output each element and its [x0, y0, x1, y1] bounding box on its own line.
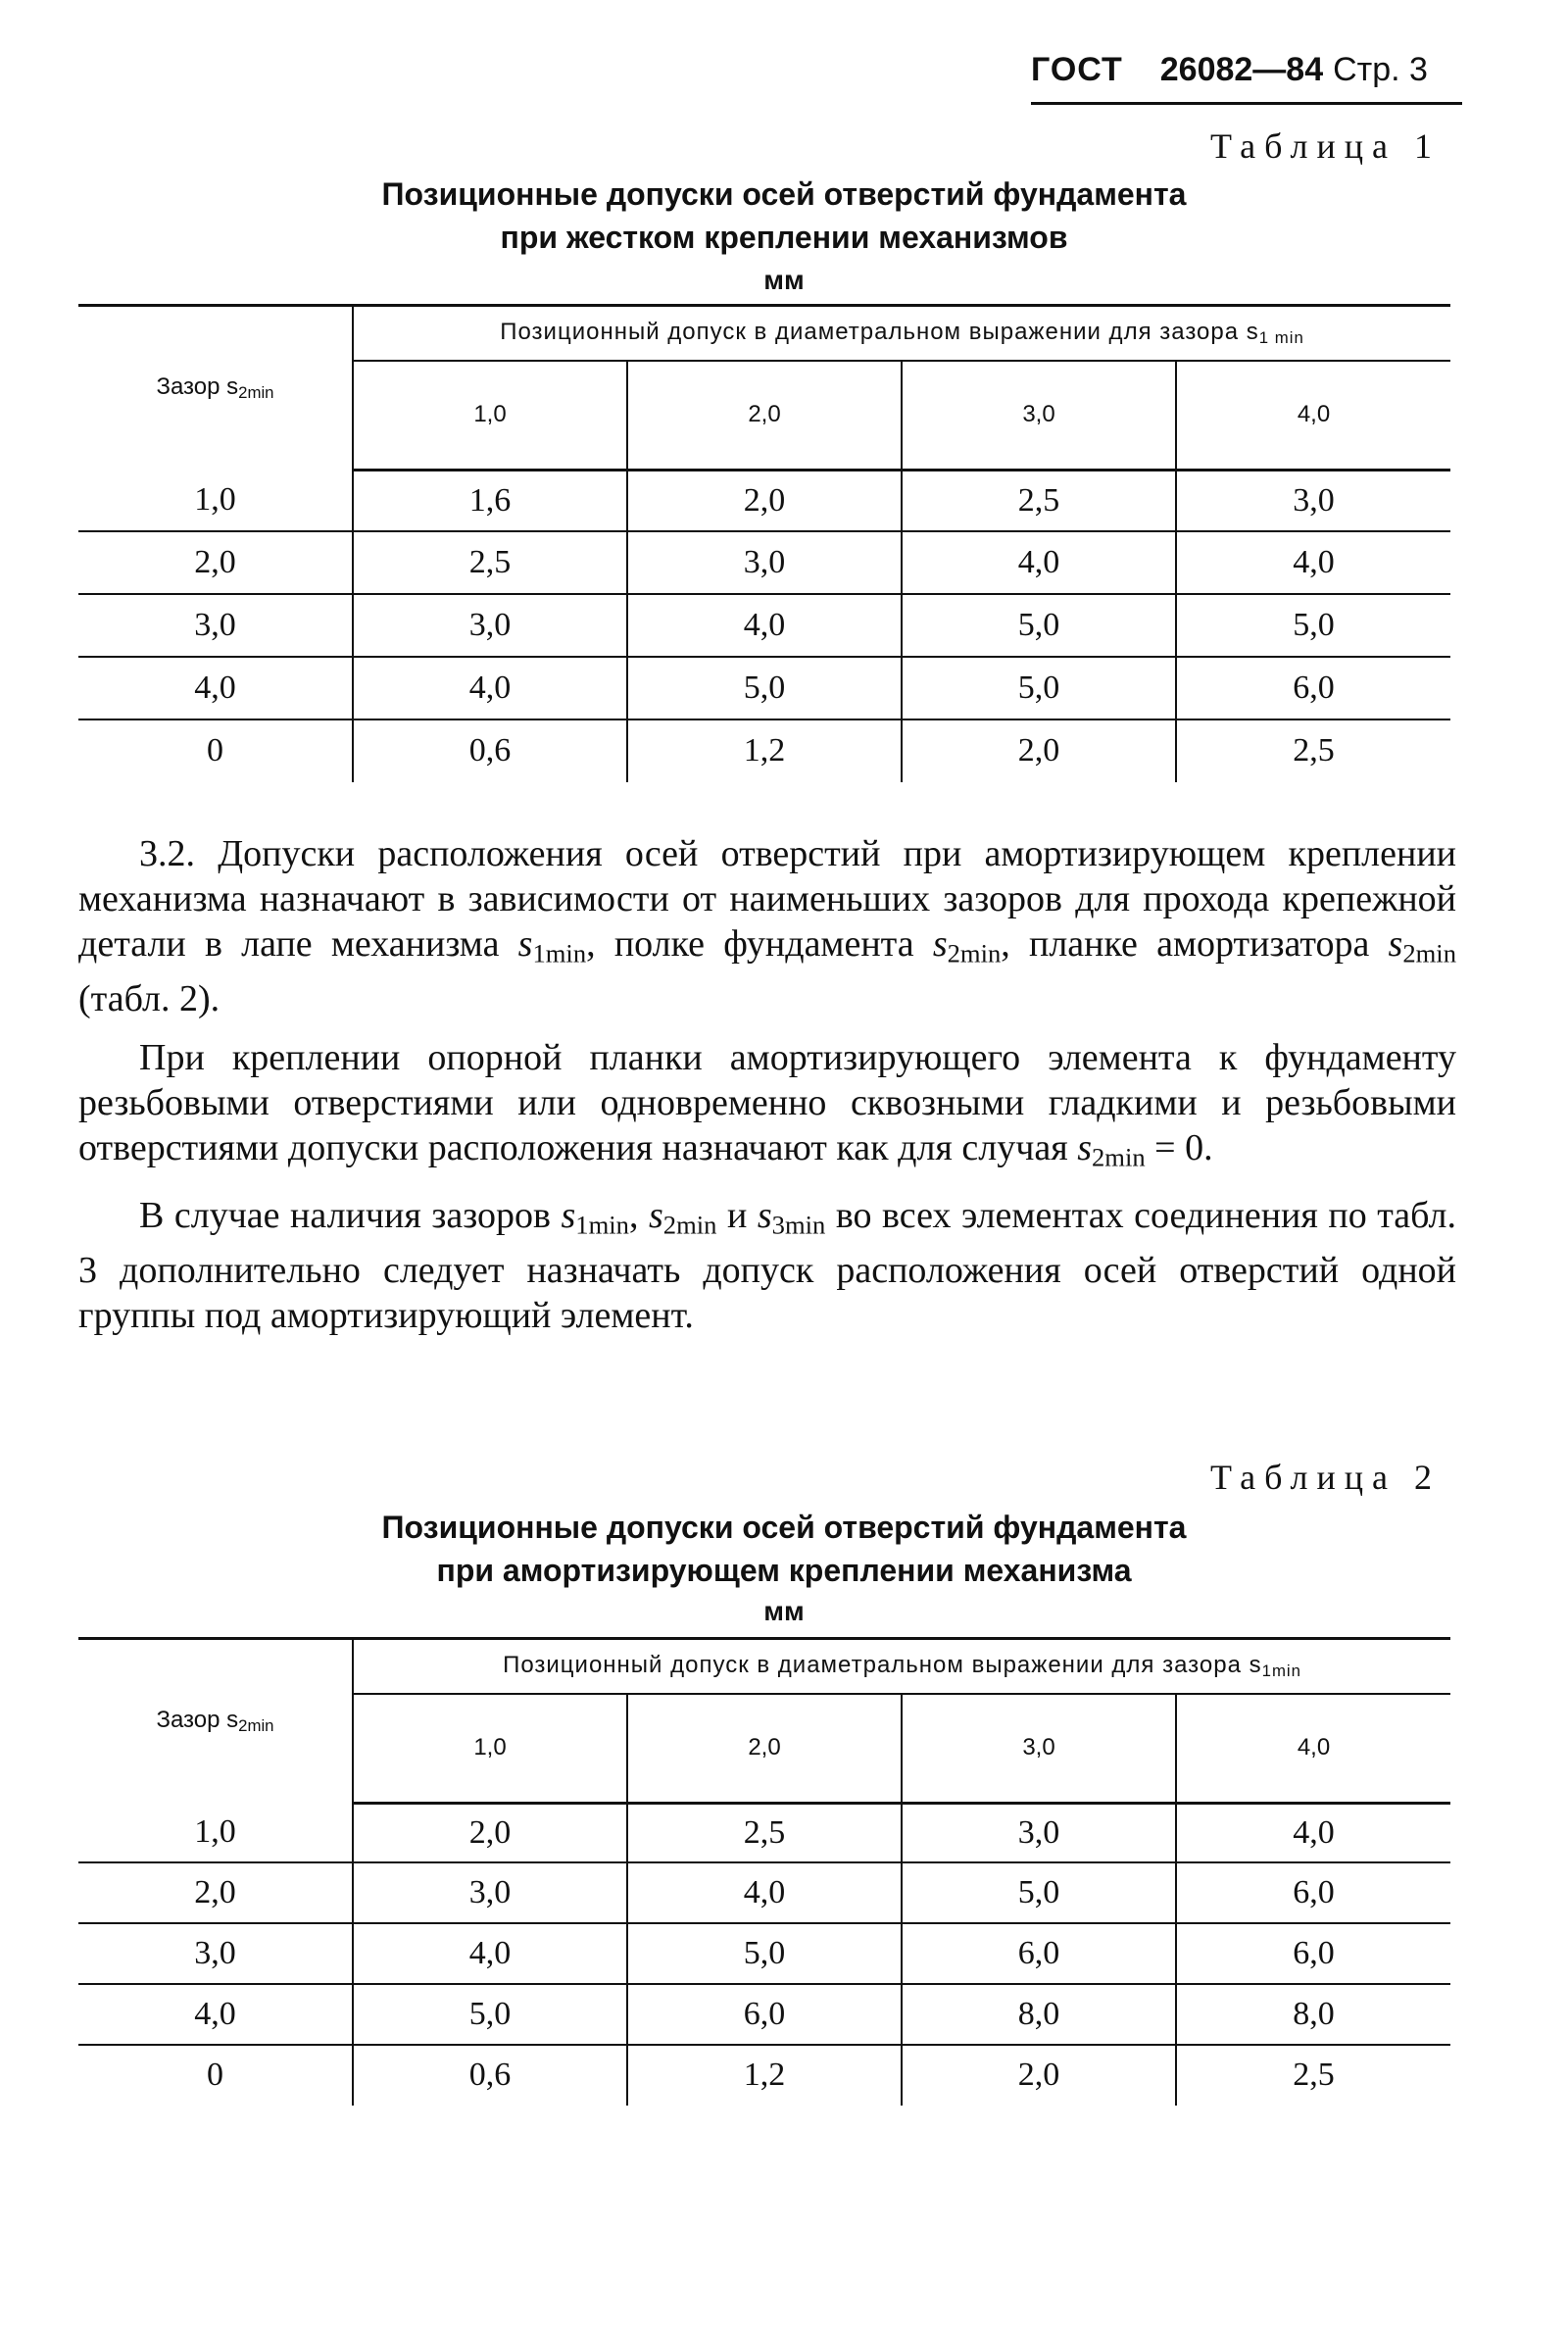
table-row — [78, 2045, 1450, 2106]
table2-row-key: 3,0 — [78, 1923, 353, 1984]
table1-cell: 6,0 — [1176, 657, 1450, 719]
table2-cell: 8,0 — [902, 1984, 1176, 2045]
table1-row-header: Зазор $s_{2min}$ — [78, 306, 353, 471]
table1-cell: 3,0 — [353, 594, 627, 657]
page-header — [1031, 37, 1462, 105]
table2-row-key: 1,0 — [78, 1804, 353, 1862]
table1-cell: 2,5 — [1176, 719, 1450, 782]
table2-span-header: Позиционный допуск в диаметральном выражении для зазора $s_{1min}$ — [353, 1639, 1450, 1694]
table-row — [78, 657, 1450, 719]
table1-col-header: 1,0 — [353, 361, 627, 471]
table2-cell: 4,0 — [627, 1862, 902, 1923]
table2-unit: мм — [763, 1596, 805, 1626]
table2-cell: 1,2 — [627, 2045, 902, 2106]
table2-title-line2: при амортизирующем креплении механизма — [436, 1553, 1132, 1588]
table1-row-key: 3,0 — [78, 594, 353, 657]
table1-cell: 1,2 — [627, 719, 902, 782]
table2-col-header: 3,0 — [902, 1694, 1176, 1804]
table1-cell: 2,0 — [627, 471, 902, 531]
table1-row-key: 0 — [207, 732, 223, 769]
table-row — [78, 1862, 1450, 1923]
table1-row-key: 2,0 — [78, 531, 353, 594]
table1-col-header: 3,0 — [902, 361, 1176, 471]
paragraph-3-2: 3.2. Допуски расположения осей отверстий при амортизирующем креплении механизма назначают в зависимости от наименьших зазоров для прохода крепежной детали в лапе механизма $s_{1min}$, полке фундамента $s_{2min}$, планке амортизатора $s_{2min}$ (табл. 2). — [78, 833, 1456, 1019]
table1-cell: 3,0 — [627, 531, 902, 594]
table-row — [78, 594, 1450, 657]
table2-title — [0, 1506, 1568, 1592]
table2-cell: 6,0 — [1176, 1923, 1450, 1984]
table1-title-line2: при жестком креплении механизмов — [500, 220, 1068, 255]
table2-cell: 0,6 — [353, 2045, 627, 2106]
table2-cell: 2,0 — [353, 1804, 627, 1862]
table1-cell: 4,0 — [902, 531, 1176, 594]
table2-cell: 2,5 — [1176, 2045, 1450, 2106]
table2-cell: 5,0 — [902, 1862, 1176, 1923]
table2-cell: 8,0 — [1176, 1984, 1450, 2045]
table1-cell: 1,6 — [353, 471, 627, 531]
table2-cell: 2,0 — [902, 2045, 1176, 2106]
table2-row-key: 2,0 — [78, 1862, 353, 1923]
table1-cell: 5,0 — [1176, 594, 1450, 657]
table1-cell: 5,0 — [902, 657, 1176, 719]
table1-row-key: 1,0 — [78, 471, 353, 531]
table1-cell: 3,0 — [1176, 471, 1450, 531]
table2-cell: 4,0 — [353, 1923, 627, 1984]
table-row — [78, 719, 1450, 782]
table1-label: Таблица 1 — [1210, 126, 1441, 166]
table2-row-key: 0 — [207, 2057, 223, 2093]
table-row — [78, 471, 1450, 531]
table-row — [78, 531, 1450, 594]
paragraph-gaps: В случае наличия зазоров $s_{1min}$, $s_{2min}$ и $s_{3min}$ во всех элементах соединения по табл. 3 дополнительно следует назначать допуск расположения осей отверстий одной группы под амортизирующий элемент. — [78, 1195, 1457, 1336]
table1-col-header: 4,0 — [1176, 361, 1450, 471]
table-row — [78, 1923, 1450, 1984]
table1-cell: 4,0 — [1176, 531, 1450, 594]
table2-cell: 5,0 — [627, 1923, 902, 1984]
table1-cell: 2,5 — [902, 471, 1176, 531]
table2-col-header: 4,0 — [1176, 1694, 1450, 1804]
paragraph-mounting: При креплении опорной планки амортизирующего элемента к фундаменту резьбовыми отверстиями или одновременно сквозными гладкими и резьбовыми отверстиями допуски расположения назначают как для случая $s_{2min} = 0$. — [78, 1036, 1456, 1172]
table1-cell: 5,0 — [627, 657, 902, 719]
table2-cell: 3,0 — [353, 1862, 627, 1923]
page-number: Стр. 3 — [1333, 51, 1428, 88]
table2 — [78, 1637, 1450, 2106]
table1-unit: мм — [763, 265, 805, 295]
body-text — [78, 831, 1456, 1338]
table1-cell: 4,0 — [353, 657, 627, 719]
table2-cell: 6,0 — [902, 1923, 1176, 1984]
table2-cell: 2,5 — [627, 1804, 902, 1862]
table2-label: Таблица 2 — [1210, 1458, 1441, 1497]
table2-col-header: 2,0 — [627, 1694, 902, 1804]
table2-cell: 6,0 — [1176, 1862, 1450, 1923]
table1-col-header: 2,0 — [627, 361, 902, 471]
table1-cell: 5,0 — [902, 594, 1176, 657]
table-row — [78, 1804, 1450, 1862]
table2-row-key: 4,0 — [78, 1984, 353, 2045]
table2-cell: 6,0 — [627, 1984, 902, 2045]
table1-cell: 4,0 — [627, 594, 902, 657]
table1-cell: 2,0 — [902, 719, 1176, 782]
table2-col-header: 1,0 — [353, 1694, 627, 1804]
table1-cell: 0,6 — [353, 719, 627, 782]
table2-cell: 3,0 — [902, 1804, 1176, 1862]
table-row — [78, 1984, 1450, 2045]
table2-title-line1: Позиционные допуски осей отверстий фундамента — [381, 1510, 1187, 1545]
table2-cell: 4,0 — [1176, 1804, 1450, 1862]
table1-cell: 2,5 — [353, 531, 627, 594]
table1 — [78, 304, 1450, 782]
table2-cell: 5,0 — [353, 1984, 627, 2045]
table1-title-line1: Позиционные допуски осей отверстий фундамента — [381, 176, 1187, 212]
table1-title — [0, 173, 1568, 259]
table1-row-key: 4,0 — [78, 657, 353, 719]
table2-row-header: Зазор $s_{2min}$ — [78, 1639, 353, 1804]
standard-number: 26082—84 — [1159, 51, 1324, 88]
standard-label: ГОСТ — [1031, 51, 1123, 88]
table1-span-header: Позиционный допуск в диаметральном выражении для зазора $s_{1 min}$ — [353, 306, 1450, 361]
